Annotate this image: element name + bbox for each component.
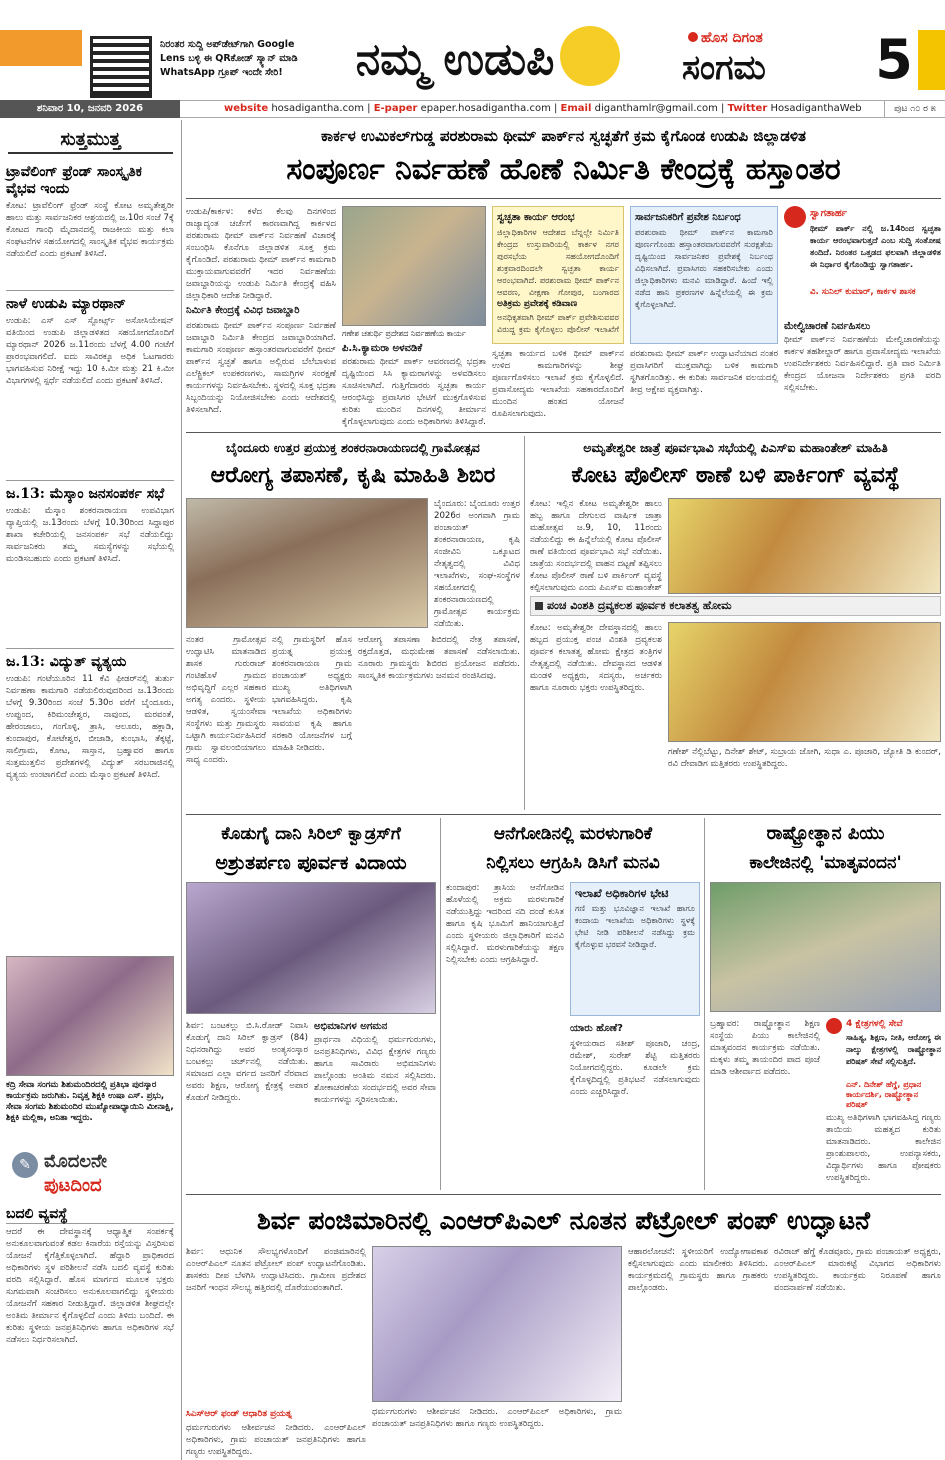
award-headline: 4 ಕ್ಷೇತ್ರಗಳಲ್ಲಿ ಸೇವೆ	[846, 1019, 903, 1029]
story-body: ಶಿರ್ವ: ಆಧುನಿಕ ಸೌಲಭ್ಯಗಳೊಂದಿಗೆ ಪಂಜಿಮಾರಿನಲ್ಲಿ ಎಂಆರ್‌ಪಿಎಲ್ ನೂತನ ಪೆಟ್ರೋಲ್ ಪಂಪ್ ಉದ್ಘಾಟನೆಗೊಂಡಿತು. ಶಾಸಕರು ದೀಪ ಬೆಳಗಿಸಿ ಉದ್ಘಾಟಿಸಿದರು. ಗ್ರಾಮೀಣ ಪ್ರದೇಶದ ಜನರಿಗೆ ಇಂಧನ ಸೌಲಭ್ಯ ಹತ್ತಿರದಲ್ಲಿ ದೊರೆಯುವಂತಾಗಿದೆ.	[186, 1247, 366, 1293]
epaper-link[interactable]: epaper.hosadigantha.com	[420, 103, 551, 114]
badge-top: ಮೊದಲನೇ	[44, 1151, 107, 1172]
divider	[6, 648, 174, 649]
story-body: ಪ್ರಾರ್ಥನಾ ವಿಧಿಯಲ್ಲಿ ಧರ್ಮಗುರುಗಳು, ಜನಪ್ರತಿನಿಧಿಗಳು, ವಿವಿಧ ಕ್ಷೇತ್ರಗಳ ಗಣ್ಯರು ಹಾಗೂ ಸಾವಿರಾರು ಅಭಿಮಾನಿಗಳು ಪಾಲ್ಗೊಂಡು ಅಂತಿಮ ನಮನ ಸಲ್ಲಿಸಿದರು. ಶೋಕಾಚರಣೆಯ ಸಂದರ್ಭದಲ್ಲಿ ಅವರ ಸೇವಾ ಕಾರ್ಯಗಳನ್ನು ಸ್ಮರಿಸಲಾಯಿತು.	[314, 1035, 436, 1105]
quote-body: ಥೀಮ್ ಪಾರ್ಕ್ ನಲ್ಲಿ ಜ.14ರಿಂದ ಸ್ವಚ್ಛತಾ ಕಾರ್ಯ ಆರಂಭವಾಗುತ್ತದೆ ಎಂಬ ಸುದ್ದಿ ಸಂತೋಷ ತಂದಿದೆ. ನಿರಂತರ ಒತ್ತಡದ ಫಲವಾಗಿ ಜಿಲ್ಲಾಡಳಿತ ಈ ನಿರ್ಧಾರ ಕೈಗೊಂಡಿದ್ದು ಸ್ವಾಗತಾರ್ಹ.	[810, 223, 941, 269]
award-box	[826, 1018, 941, 1108]
quote-label: ಸ್ವಾಗತಾರ್ಹ	[810, 208, 847, 219]
supplement-name: ಸಂಗಮ	[682, 48, 766, 88]
edition-title: ನಮ್ಮ ಉಡುಪಿ	[355, 34, 555, 85]
headline: ಕೋಟ ಪೊಲೀಸ್ ಠಾಣೆ ಬಳಿ ಪಾರ್ಕಿಂಗ್ ವ್ಯವಸ್ಥೆ	[571, 462, 900, 488]
story-body: ಶಿರ್ವ: ಬಂಟಕಲ್ಲು ಬಿ.ಸಿ.ರೋಡ್ ನಿವಾಸಿ ಕೊಡುಗೈ ದಾನಿ ಸಿರಿಲ್ ಕ್ವಾಡ್ರಸ್ (84) ನಿಧನರಾಗಿದ್ದು ಅವರ ಅಂತ್ಯಸಂಸ್ಕಾರ ಬಂಟಕಲ್ಲು ಚರ್ಚ್‌ನಲ್ಲಿ ನಡೆಯಿತು. ಸಮಾಜದ ಎಲ್ಲಾ ವರ್ಗದ ಜನರಿಗೆ ನೆರವಾದ ಅವರು ಶಿಕ್ಷಣ, ಆರೋಗ್ಯ ಕ್ಷೇತ್ರಕ್ಕೆ ಅಪಾರ ಕೊಡುಗೆ ನೀಡಿದ್ದರು.	[186, 1021, 308, 1103]
story-body: ಬ್ರಹ್ಮಾವರ: ರಾಷ್ಟ್ರೋತ್ಥಾನ ಶಿಕ್ಷಣ ಸಂಸ್ಥೆಯ ಪಿಯು ಕಾಲೇಜಿನಲ್ಲಿ ಮಾತೃವಂದನ ಕಾರ್ಯಕ್ರಮ ನಡೆಯಿತು. ಮಕ್ಕಳು ತಮ್ಮ ತಾಯಂದಿರ ಪಾದ ಪೂಜೆ ಮಾಡಿ ಆಶೀರ್ವಾದ ಪಡೆದರು.	[710, 1019, 820, 1077]
box-headline: ಸಾರ್ವಜನಿಕರಿಗೆ ಪ್ರವೇಶ ನಿರ್ಬಂಧ	[635, 212, 741, 223]
first-page-badge	[12, 1150, 172, 1202]
brief-body: ಕೋಟ: ಟ್ರಾವೆಲಿಂಗ್ ಫ್ರೆಂಡ್ ಸಂಸ್ಥೆ ಕೋಟ ಅಮೃತೇಶ್ವರೀ ಹಾಲು ಮತ್ತು ಸಾರ್ವಜನಿಕರ ಆಶ್ರಯದಲ್ಲಿ ಜ.10ರ ಸಂಜೆ 7ಕ್ಕೆ ಕೋಟದ ಗಾಂಧಿ ಮೈದಾನದಲ್ಲಿ ರಾಜಕೀಯ ಮತ್ತು ಕಲಾ ಸಂಘಟನೆಗಳ ಸಹಯೋಗದಲ್ಲಿ ಸಾಂಸ್ಕೃತಿಕ ವೈಭವ ಕಾರ್ಯಕ್ರಮ ನಡೆಯಲಿದೆ ಎಂದು ಪ್ರಕಟಣೆ ತಿಳಿಸಿದೆ.	[6, 201, 174, 259]
theme-park-photo	[342, 206, 486, 326]
brief-headline: ನಾಳೆ ಉಡುಪಿ ಮ್ಯಾರಥಾನ್	[6, 296, 126, 312]
box-body: ಜಿಲ್ಲಾಧಿಕಾರಿಗಳ ಆದೇಶದ ಬೆನ್ನಲ್ಲೇ ನಿರ್ಮಿತಿ ಕೇಂದ್ರದ ಉಸ್ತುವಾರಿಯಲ್ಲಿ ಕಾರ್ಕಳ ನಗರ ಪುರಸಭೆಯ ಸಹಯೋಗದೊಂದಿಗೆ ಶುಕ್ರವಾರದಿಂದಲೇ ಸ್ವಚ್ಛತಾ ಕಾರ್ಯ ಆರಂಭವಾಗಿದೆ. ಪರಶುರಾಮ ಥೀಮ್ ಪಾರ್ಕ್‌ನ ಆವರಣ, ವೀಕ್ಷಣಾ ಗೋಪುರ, ಬಂಗಾರದ	[497, 227, 619, 297]
story-body: ಸ್ವಚ್ಛತಾ ಕಾರ್ಯದ ಬಳಿಕ ಥೀಮ್ ಪಾರ್ಕ್‌ನ ಉಳಿದ ಕಾಮಗಾರಿಗಳನ್ನು ಶೀಘ್ರ ಪೂರ್ಣಗೊಳಿಸಲು ಇಲಾಖೆ ಕ್ರಮ ಕೈಗೊಳ್ಳಲಿದೆ. ಪ್ರವಾಸೋದ್ಯಮ ಇಲಾಖೆಯ ಸಹಕಾರದೊಂದಿಗೆ ಮುಂದಿನ ಹಂತದ ಯೋಜನೆ ರೂಪಿಸಲಾಗುವುದು.	[492, 349, 624, 419]
square-bullet-icon	[535, 602, 543, 610]
story-gramotsava	[186, 436, 520, 810]
twitter-label: Twitter	[727, 103, 768, 114]
story-body: ನಂತರ ಗ್ರಾಮೋತ್ಸವ ಉದ್ಘಾಟಿಸಿ ಮಾತನಾಡಿದ ಶಾಸಕ ಗುರುರಾಜ್ ಗಂಟಿಹೊಳೆ ಗ್ರಾಮದ ಅಭಿವೃದ್ಧಿಗೆ ಎಲ್ಲರ ಸಹಕಾರ ಅಗತ್ಯ ಎಂದರು. ಸ್ಥಳೀಯ ಆಡಳಿತ, ಸ್ವಯಂಸೇವಾ ಸಂಸ್ಥೆಗಳು ಮತ್ತು ಗ್ರಾಮಸ್ಥರು ಒಟ್ಟಾಗಿ ಕಾರ್ಯನಿರ್ವಹಿಸಿದರೆ ಗ್ರಾಮ ಸ್ವಾವಲಂಬಿಯಾಗಲು ಸಾಧ್ಯ ಎಂದರು.	[186, 635, 266, 765]
page-number: 5	[875, 28, 913, 91]
subhead: ನಿರ್ಮಿತಿ ಕೇಂದ್ರಕ್ಕೆ ವಿವಿಧ ಜವಾಬ್ದಾರಿ	[186, 305, 300, 316]
subhead: ಪಿ.ಸಿ.ಕ್ಯಾಮರಾ ಅಳವಡಿಕೆ	[342, 343, 423, 354]
award-icon	[826, 1018, 842, 1034]
story-kota-parking	[530, 436, 941, 810]
box-subhead: ಅತಿಕ್ರಮ ಪ್ರವೇಶಕ್ಕೆ ಕಡಿವಾಣ	[497, 299, 578, 309]
divider	[6, 290, 174, 291]
brief-headline: ಟ್ರಾವೆಲಿಂಗ್ ಫ್ರೆಂಡ್ ಸಾಂಸ್ಕೃತಿಕ ವೈಭವ ಇಂದು	[6, 164, 142, 197]
headline-line1: ಕೊಡುಗೈ ದಾನಿ ಸಿರಿಲ್ ಕ್ವಾಡ್ರಸ್‌ಗೆ	[221, 824, 401, 844]
qr-code[interactable]	[90, 36, 152, 98]
subhead: ಸಿಎಸ್‌ಆರ್ ಫಂಡ್ ಆಧಾರಿತ ಪ್ರಯತ್ನ	[186, 1409, 292, 1419]
brief-body: ಉಡುಪಿ: ಗಂಟೆಯೂರಿನ 11 ಕೆವಿ ಫೀಡರ್‌ನಲ್ಲಿ ತುರ್ತು ನಿರ್ವಹಣಾ ಕಾಮಗಾರಿ ನಡೆಯಲಿರುವುದರಿಂದ ಜ.13ರಂದು ಬೆಳಗ್ಗೆ 9.30ರಿಂದ ಸಂಜೆ 5.30ರ ವರೆಗೆ ಬೈಂದೂರು, ಉಪ್ಪುಂದ, ಕಿರಿಮಂಜೇಶ್ವರ, ನಾವುಂದ, ಮರವಂತೆ, ಹೇರಂಜಾಲು, ಗಂಗೊಳ್ಳಿ, ತ್ರಾಸಿ, ಆಲೂರು, ಹಕ್ಲಾಡಿ, ಕುಂದಾಪುರ, ಕೋಟೇಶ್ವರ, ಬೀಜಾಡಿ, ಕುಂಭಾಸಿ, ತೆಕ್ಕಟ್ಟೆ, ಸಾಲಿಗ್ರಾಮ, ಕೋಟ, ಸಾಸ್ತಾನ, ಬ್ರಹ್ಮಾವರ ಹಾಗೂ ಸುತ್ತಮುತ್ತಲಿನ ಪ್ರದೇಶಗಳಲ್ಲಿ ವಿದ್ಯುತ್ ಸರಬರಾಜಿನಲ್ಲಿ ವ್ಯತ್ಯಯ ಉಂಟಾಗಲಿದೆ ಎಂದು ಮೆಸ್ಕಾಂ ಪ್ರಕಟಣೆ ತಿಳಿಸಿದೆ.	[6, 674, 174, 780]
cleanup-box	[492, 206, 624, 344]
page-number-accent	[918, 30, 945, 90]
brief-4	[6, 654, 174, 949]
continued-body: ಆದರೆ ಈ ದೇವಸ್ಥಾನಕ್ಕೆ ಆಧ್ಯಾತ್ಮಿಕ ಸಂಪರ್ಕಕ್ಕೆ ಅನುಕೂಲವಾಗುವಂತೆ ಕಡಲ ಕಿನಾರೆಯ ರಸ್ತೆಯನ್ನು ವಿಸ್ತರಿಸುವ ಯೋಜನೆ ಕೈಗೆತ್ತಿಕೊಳ್ಳಲಾಗಿದೆ. ಹೆದ್ದಾರಿ ಪ್ರಾಧಿಕಾರದ ಅಧಿಕಾರಿಗಳು ಸ್ಥಳ ಪರಿಶೀಲನೆ ನಡೆಸಿ ಬದಲಿ ವ್ಯವಸ್ಥೆ ಕುರಿತು ವರದಿ ಸಲ್ಲಿಸಿದ್ದಾರೆ. ಹೊಸ ಮಾರ್ಗದ ಮೂಲಕ ಭಕ್ತರು ಸುಗಮವಾಗಿ ಸಂಚರಿಸಲು ಅನುಕೂಲವಾಗಲಿದ್ದು ಸ್ಥಳೀಯರು ಯೋಜನೆಗೆ ಸಹಕಾರ ನೀಡುತ್ತಿದ್ದಾರೆ. ಜಿಲ್ಲಾಡಳಿತ ಶೀಘ್ರದಲ್ಲೇ ಅಂತಿಮ ತೀರ್ಮಾನ ಕೈಗೊಳ್ಳಲಿದೆ ಎಂದು ತಿಳಿದು ಬಂದಿದೆ. ಈ ಕುರಿತು ಸ್ಥಳೀಯ ಜನಪ್ರತಿನಿಧಿಗಳು ಹಾಗೂ ಅಧಿಕಾರಿಗಳ ಸಭೆ ನಡೆಸಲು ನಿರ್ಧರಿಸಲಾಗಿದೆ.	[6, 1227, 174, 1345]
column-rule	[181, 120, 182, 1460]
story-body: ರವಿರಾಜ್ ಹೆಗ್ಡೆ ಕೊಡವೂರು, ಗ್ರಾಮ ಪಂಚಾಯತ್ ಅಧ್ಯಕ್ಷರು, ಎಂಆರ್‌ಪಿಎಲ್ ಮಾರುಕಟ್ಟೆ ವಿಭಾಗದ ಅಧಿಕಾರಿಗಳು ಉಪಸ್ಥಿತರಿದ್ದರು. ಕಾರ್ಯಕ್ರಮ ನಿರೂಪಣೆ ಹಾಗೂ ವಂದನಾರ್ಪಣೆ ನಡೆಯಿತು.	[774, 1247, 941, 1293]
column-rule	[704, 818, 705, 1190]
column-rule	[524, 436, 525, 810]
badge-bottom: ಪುಟದಿಂದ	[44, 1175, 102, 1196]
homa-subhead-box	[530, 596, 941, 616]
story-body: ಧರ್ಮಗುರುಗಳು ಆಶೀರ್ವಚನ ನೀಡಿದರು. ಎಂಆರ್‌ಪಿಎಲ್ ಅಧಿಕಾರಿಗಳು, ಗ್ರಾಮ ಪಂಚಾಯತ್ ಜನಪ್ರತಿನಿಧಿಗಳು ಹಾಗೂ ಗಣ್ಯರು ಉಪಸ್ಥಿತರಿದ್ದರು.	[372, 1407, 622, 1429]
story-body: ಕುಂದಾಪುರ: ತ್ರಾಸಿಯ ಆನೆಗೋಡಿನ ಹೊಳೆಯಲ್ಲಿ ಅಕ್ರಮ ಮರಳುಗಾರಿಕೆ ನಡೆಯುತ್ತಿದ್ದು ಇದರಿಂದ ನದಿ ದಂಡೆ ಕುಸಿತ ಹಾಗೂ ಕೃಷಿ ಭೂಮಿಗೆ ಹಾನಿಯಾಗುತ್ತಿದೆ ಎಂದು ಸ್ಥಳೀಯರು ಜಿಲ್ಲಾಧಿಕಾರಿಗೆ ಮನವಿ ಸಲ್ಲಿಸಿದ್ದಾರೆ. ಮರಳುಗಾರಿಕೆಯನ್ನು ತಕ್ಷಣ ನಿಲ್ಲಿಸಬೇಕು ಎಂದು ಆಗ್ರಹಿಸಿದ್ದಾರೆ.	[446, 883, 564, 965]
homa-photo	[668, 622, 941, 742]
section-rule	[186, 814, 941, 815]
left-accent-strip	[0, 30, 82, 66]
story-body: ಕೋಟ: ಇಲ್ಲಿನ ಕೋಟ ಅಮೃತೇಶ್ವರೀ ಹಾಲು ಹಬ್ಬ ಹಾಗೂ ದೇಗುಲದ ವಾರ್ಷಿಕ ಜಾತ್ರಾ ಮಹೋತ್ಸವ ಜ.9, 10, 11ರಂದು ನಡೆಯಲಿದ್ದು ಈ ಹಿನ್ನೆಲೆಯಲ್ಲಿ ಕೋಟ ಪೊಲೀಸ್ ಠಾಣೆ ವತಿಯಿಂದ ಪೂರ್ವಭಾವಿ ಸಭೆ ನಡೆಯಿತು. ಜಾತ್ರೆಯ ಸಂದರ್ಭದಲ್ಲಿ ವಾಹನ ದಟ್ಟಣೆ ತಪ್ಪಿಸಲು ಕೋಟ ಪೊಲೀಸ್ ಠಾಣೆ ಬಳಿ ಪಾರ್ಕಿಂಗ್ ವ್ಯವಸ್ಥೆ ಕಲ್ಪಿಸಲಾಗುವುದು ಎಂದು ಪಿಎಸ್‌ಐ ಮಹಾಂತೇಶ್	[530, 499, 662, 593]
award-author: ಎನ್. ದಿನೇಶ್ ಹೆಗ್ಡೆ, ಪ್ರಧಾನ ಕಾರ್ಯದರ್ಶಿ, ರಾಷ್ಟ್ರೋತ್ಥಾನ ಪರಿಷತ್	[846, 1080, 922, 1108]
section-rule	[186, 432, 941, 433]
story-body: ಮುಖ್ಯ ಅತಿಥಿಗಳಾಗಿ ಭಾಗವಹಿಸಿದ್ದ ಗಣ್ಯರು ತಾಯಿಯ ಮಹತ್ವದ ಕುರಿತು ಮಾತನಾಡಿದರು. ಕಾಲೇಜಿನ ಪ್ರಾಂಶುಪಾಲರು, ಉಪನ್ಯಾಸಕರು, ವಿದ್ಯಾರ್ಥಿಗಳು ಹಾಗೂ ಪೋಷಕರು ಉಪಸ್ಥಿತರಿದ್ದರು.	[826, 1113, 941, 1183]
story-petrol-pump	[186, 1198, 941, 1460]
section-rule	[186, 1194, 941, 1195]
email-label: Email	[560, 103, 592, 114]
twitter-link[interactable]: HosadiganthaWeb	[770, 103, 862, 114]
college-event-photo	[710, 882, 941, 1012]
award-body: ಸಾಹಿತ್ಯ, ಶಿಕ್ಷಣ, ನೀತಿ, ಆರೋಗ್ಯ ಈ ನಾಲ್ಕು ಕ್ಷೇತ್ರಗಳಲ್ಲಿ ರಾಷ್ಟ್ರೋತ್ಥಾನ ಪರಿಷತ್ ಸೇವೆ ಸಲ್ಲಿಸುತ್ತಿದೆ.	[846, 1033, 941, 1066]
headline-line2: ನಿಲ್ಲಿಸಲು ಆಗ್ರಹಿಸಿ ಡಿಸಿಗೆ ಮನವಿ	[486, 853, 660, 873]
kicker: ಅಮೃತೇಶ್ವರೀ ಜಾತ್ರೆ ಪೂರ್ವಭಾವಿ ಸಭೆಯಲ್ಲಿ ಪಿಎಸ್‌ಐ ಮಹಾಂತೇಶ್ ಮಾಹಿತಿ	[583, 440, 888, 455]
subhead: ಅಭಿಮಾನಿಗಳ ಅಗಮನ	[314, 1021, 388, 1032]
brief-body: ಉಡುಪಿ: ಎಸ್ ಎಸ್ ಸ್ಪೋರ್ಟ್ಸ್ ಅಸೋಸಿಯೇಷನ್ ವತಿಯಿಂದ ಉಡುಪಿ ಜಿಲ್ಲಾಡಳಿತದ ಸಹಯೋಗದೊಂದಿಗೆ ಮ್ಯಾರಥಾನ್ 2026 ಜ.11ರಂದು ಬೆಳಗ್ಗೆ 4.00 ಗಂಟೆಗೆ ಪ್ರಾರಂಭವಾಗಲಿದೆ. ಐದು ಸಾವಿರಕ್ಕೂ ಅಧಿಕ ಓಟಗಾರರು ಭಾಗವಹಿಸುವ ನಿರೀಕ್ಷೆ ಇದ್ದು 10 ಕಿ.ಮೀ ಮತ್ತು 21 ಕಿ.ಮೀ ವಿಭಾಗಗಳಲ್ಲಿ ಸ್ಪರ್ಧೆ ನಡೆಯಲಿದೆ ಎಂದು ಪ್ರಕಟಣೆ ತಿಳಿಸಿದೆ.	[6, 316, 174, 386]
quote-icon	[784, 206, 806, 228]
headline-line1: ಆನೆಗೋಡಿನಲ್ಲಿ ಮರಳುಗಾರಿಕೆ	[493, 824, 653, 844]
brief-3	[6, 486, 174, 613]
school-event-photo	[6, 956, 174, 1076]
story-cyril-quadros	[186, 818, 436, 1190]
pages-box: ಪುಟ ೧೦ ರ ೫	[884, 100, 945, 118]
gramotsava-photo	[186, 498, 428, 628]
headline: ಆರೋಗ್ಯ ತಪಾಸಣೆ, ಕೃಷಿ ಮಾಹಿತಿ ಶಿಬಿರ	[210, 462, 496, 488]
story-body: ನಲ್ಲಿ ಗ್ರಾಮಸ್ಥರಿಗೆ ಹೊಸ ಪ್ರಯತ್ನ ಪ್ರಯುಕ್ತ ಶಂಕರನಾರಾಯಣ ಗ್ರಾಮ ಪಂಚಾಯತ್ ಅಧ್ಯಕ್ಷರು ಮುಖ್ಯ ಅತಿಥಿಗಳಾಗಿ ಭಾಗವಹಿಸಿದ್ದರು. ಕೃಷಿ ಇಲಾಖೆಯ ಅಧಿಕಾರಿಗಳು ಸಾವಯವ ಕೃಷಿ ಹಾಗೂ ಸರಕಾರಿ ಯೋಜನೆಗಳ ಬಗ್ಗೆ ಮಾಹಿತಿ ನೀಡಿದರು.	[272, 635, 352, 753]
story-body: ಆಹಾರಲೋಚನೆ: ಸ್ಥಳೀಯರಿಗೆ ಉದ್ಯೋಗಾವಕಾಶ ಕಲ್ಪಿಸಲಾಗುವುದು ಎಂದು ಮಾಲೀಕರು ತಿಳಿಸಿದರು. ಕಾರ್ಯಕ್ರಮದಲ್ಲಿ ಗ್ರಾಮಸ್ಥರು ಹಾಗೂ ಗ್ರಾಹಕರು ಪಾಲ್ಗೊಂಡರು.	[628, 1247, 768, 1293]
subhead: ಪಂಚ ವಿಂಶತಿ ದ್ರವ್ಯಕಲಶ ಪೂರ್ವಕ ಕಲಾತತ್ವ ಹೋಮ	[547, 599, 732, 612]
masthead	[0, 0, 945, 100]
photo-caption: ಗಣೇಶ್ ನೆಲ್ಲಿಬೆಟ್ಟು, ದಿನೇಶ್ ಶೇಟ್, ಸುಬ್ರಾಯ ಜೋಗಿ, ಸುಧಾ ಎ. ಪೂಜಾರಿ, ಜ್ಯೋತಿ ಡಿ ಕುಂದರ್, ರವಿ ದೇವಾಡಿಗ ಮತ್ತಿತರರು ಉಪಸ್ಥಿತರಿದ್ದರು.	[668, 747, 941, 769]
inauguration-photo	[372, 1246, 622, 1402]
quote-author: ವಿ. ಸುನಿಲ್ ಕುಮಾರ್, ಕಾರ್ಕಳ ಶಾಸಕ	[810, 287, 916, 297]
brief-body: ಉಡುಪಿ: ಮೆಸ್ಕಾಂ ಶಂಕರನಾರಾಯಣ ಉಪವಿಭಾಗ ವ್ಯಾಪ್ತಿಯಲ್ಲಿ ಜ.13ರಂದು ಬೆಳಗ್ಗೆ 10.30ರಿಂದ ಸಿದ್ದಾಪುರ ಶಾಖಾ ಕಚೇರಿಯಲ್ಲಿ ಜನಸಂಪರ್ಕ ಸಭೆ ನಡೆಯಲಿದ್ದು ಸಾರ್ವಜನಿಕರು ತಮ್ಮ ಸಮಸ್ಯೆಗಳನ್ನು ಸಭೆಯಲ್ಲಿ ಮಂಡಿಸಬಹುದು ಎಂದು ಪ್ರಕಟಣೆ ತಿಳಿಸಿದೆ.	[6, 506, 174, 564]
pencil-icon: ✎	[12, 1152, 38, 1178]
epaper-label: E-paper	[373, 103, 418, 114]
box-body: ಪರಶುರಾಮ ಥೀಮ್ ಪಾರ್ಕ್‌ನ ಕಾಮಗಾರಿ ಪೂರ್ಣಗೊಂಡು ಹಸ್ತಾಂತರವಾಗುವವರೆಗೆ ಸುರಕ್ಷತೆಯ ದೃಷ್ಟಿಯಿಂದ ಸಾರ್ವಜನಿಕರ ಪ್ರವೇಶಕ್ಕೆ ನಿರ್ಬಂಧ ವಿಧಿಸಲಾಗಿದೆ. ಪ್ರವಾಸಿಗರು ಸಹಕರಿಸಬೇಕು ಎಂದು ಜಿಲ್ಲಾಧಿಕಾರಿಗಳು ಮನವಿ ಮಾಡಿದ್ದಾರೆ. ಹಿಂದೆ ಇಲ್ಲಿ ನಡೆದ ಹಾನಿ ಪ್ರಕರಣಗಳ ಹಿನ್ನೆಲೆಯಲ್ಲಿ ಈ ಕ್ರಮ ಕೈಗೊಳ್ಳಲಾಗಿದೆ.	[635, 227, 773, 309]
email-link[interactable]: diganthamlr@gmail.com	[594, 103, 718, 114]
newspaper-logo-icon	[688, 32, 698, 42]
photo-caption: ಗಣೇಶ ಚತುರ್ಥಿ ಪ್ರದೇಶದ ನಿರ್ವಹಣೆಯ ಕಾರ್ಯ	[342, 329, 466, 338]
website-label: website	[224, 103, 269, 114]
story-matruvandana	[710, 818, 941, 1190]
box-headline: ಸ್ವಚ್ಛತಾ ಕಾರ್ಯ ಆರಂಭ	[497, 212, 575, 223]
subhead: ಯಾರು ಹೊಣೆ?	[570, 1023, 623, 1034]
brief-headline: ಜ.13: ಮೆಸ್ಕಾಂ ಜನಸಂಪರ್ಕ ಸಭೆ	[6, 486, 165, 502]
contact-bar: website hosadigantha.com | E-paper epaper.hosadigantha.com | Email diganthamlr@gmail.com | Twitter HosadiganthaWeb	[224, 103, 862, 114]
story-body: ಧರ್ಮಗುರುಗಳು ಆಶೀರ್ವಚನ ನೀಡಿದರು. ಎಂಆರ್‌ಪಿಎಲ್ ಅಧಿಕಾರಿಗಳು, ಗ್ರಾಮ ಪಂಚಾಯತ್ ಜನಪ್ರತಿನಿಧಿಗಳು ಹಾಗೂ ಗಣ್ಯರು ಉಪಸ್ಥಿತರಿದ್ದರು.	[186, 1423, 366, 1457]
story-body: ಕೋಟ: ಅಮೃತೇಶ್ವರೀ ದೇವಸ್ಥಾನದಲ್ಲಿ ಹಾಲು ಹಬ್ಬದ ಪ್ರಯುಕ್ತ ಪಂಚ ವಿಂಶತಿ ದ್ರವ್ಯಕಲಶ ಪೂರ್ವಕ ಕಲಾತತ್ವ ಹೋಮ ಕ್ಷೇತ್ರದ ತಂತ್ರಿಗಳ ನೇತೃತ್ವದಲ್ಲಿ ನಡೆಯಿತು. ದೇವಸ್ಥಾನದ ಆಡಳಿತ ಮಂಡಳಿ ಅಧ್ಯಕ್ಷರು, ಸದಸ್ಯರು, ಅರ್ಚಕರು ಹಾಗೂ ನೂರಾರು ಭಕ್ತರು ಉಪಸ್ಥಿತರಿದ್ದರು.	[530, 623, 662, 693]
divider	[6, 480, 174, 481]
box-headline: ಇಲಾಖೆ ಅಧಿಕಾರಿಗಳ ಭೇಟಿ	[575, 887, 669, 900]
section-title: ಸುತ್ತಮುತ್ತ	[8, 128, 173, 154]
accent-circle	[560, 26, 620, 86]
story-body: ಆರೋಗ್ಯ ತಪಾಸಣಾ ಶಿಬಿರದಲ್ಲಿ ನೇತ್ರ ತಪಾಸಣೆ, ರಕ್ತದೊತ್ತಡ, ಮಧುಮೇಹ ತಪಾಸಣೆ ನಡೆಸಲಾಯಿತು. ನೂರಾರು ಗ್ರಾಮಸ್ಥರು ಶಿಬಿರದ ಪ್ರಯೋಜನ ಪಡೆದರು. ಸಾಂಸ್ಕೃತಿಕ ಕಾರ್ಯಕ್ರಮಗಳು ಜನಮನ ರಂಜಿಸಿದವು.	[358, 635, 520, 681]
continued-story	[6, 1206, 174, 1454]
headline-line1: ರಾಷ್ಟ್ರೋತ್ಥಾನ ಪಿಯು	[766, 823, 885, 844]
story-body: ಪರಶುರಾಮ ಥೀಮ್ ಪಾರ್ಕ್ ಆವರಣದಲ್ಲಿ ಭದ್ರತಾ ದೃಷ್ಟಿಯಿಂದ ಸಿಸಿ ಕ್ಯಾಮರಾಗಳನ್ನು ಅಳವಡಿಸಲು ಸೂಚಿಸಲಾಗಿದೆ. ಗುತ್ತಿಗೆದಾರರು ಸ್ವಚ್ಛತಾ ಕಾರ್ಯ ಆರಂಭಿಸಿದ್ದು ಪ್ರವಾಸಿಗರ ಭೇಟಿಗೆ ಮುಕ್ತಗೊಳಿಸುವ ಕುರಿತು ಮುಂದಿನ ದಿನಗಳಲ್ಲಿ ತೀರ್ಮಾನ ಕೈಗೊಳ್ಳಲಾಗುವುದು ಎಂದು ಅಧಿಕಾರಿಗಳು ತಿಳಿಸಿದ್ದಾರೆ.	[342, 357, 486, 427]
kicker: ಬೈಂದೂರು ಉತ್ತರ ಪ್ರಯುಕ್ತ ಶಂಕರನಾರಾಯಣದಲ್ಲಿ ಗ್ರಾಮೋತ್ಸವ	[226, 440, 480, 455]
story-body: ಪರಶುರಾಮ ಥೀಮ್ ಪಾರ್ಕ್‌ನ ಸಂಪೂರ್ಣ ನಿರ್ವಹಣೆ ಜವಾಬ್ದಾರಿ ನಿರ್ಮಿತಿ ಕೇಂದ್ರದ ಜವಾಬ್ದಾರಿಯಾಗಿದೆ. ಕಾಮಗಾರಿ ಸಂಪೂರ್ಣ ಹಸ್ತಾಂತರವಾಗುವವರೆಗೆ ಥೀಮ್ ಪಾರ್ಕ್‌ನ ಸ್ವಚ್ಛತೆ ಹಾಗೂ ಅಲ್ಲಿರುವ ಬೆಲೆಬಾಳುವ ಎಲೆಕ್ಟ್ರಿಕಲ್ ಉಪಕರಣಗಳು, ಸಾಮಗ್ರಿಗಳ ಸಂರಕ್ಷಣೆ ಕಾರ್ಯಗಳನ್ನು ನಿರ್ವಹಿಸಬೇಕು. ಸ್ಥಳದಲ್ಲಿ ಸೂಕ್ತ ಭದ್ರತಾ ಸಿಬ್ಬಂದಿಯನ್ನು ನಿಯೋಜಿಸಬೇಕು ಎಂದು ಆದೇಶದಲ್ಲಿ ತಿಳಿಸಲಾಗಿದೆ.	[186, 321, 336, 415]
subhead: ಮೇಲ್ವಿಚಾರಣೆ ನಿರ್ವಹಿಸಲು	[784, 321, 871, 332]
headline-line2: ಅಶ್ರುತರ್ಪಣ ಪೂರ್ವಕ ವಿದಾಯ	[215, 852, 407, 874]
story-body: ಪರಶುರಾಮ ಥೀಮ್ ಪಾರ್ಕ್ ಉದ್ಘಾಟನೆಯಾದ ನಂತರ ಪ್ರವಾಸಿಗರಿಗೆ ಮುಕ್ತವಾಗಿದ್ದು ಬಳಿಕ ಕಾಮಗಾರಿ ಸ್ಥಗಿತಗೊಂಡಿತ್ತು. ಈ ಕುರಿತು ಸಾರ್ವಜನಿಕ ವಲಯದಲ್ಲಿ ತೀವ್ರ ಆಕ್ಷೇಪ ವ್ಯಕ್ತವಾಗಿತ್ತು.	[630, 349, 778, 395]
box-body: ಅನಧಿಕೃತವಾಗಿ ಥೀಮ್ ಪಾರ್ಕ್ ಪ್ರವೇಶಿಸುವವರ ವಿರುದ್ಧ ಕ್ರಮ ಕೈಗೊಳ್ಳಲು ಪೊಲೀಸ್ ಇಲಾಖೆಗೆ	[497, 312, 619, 334]
brief-headline: ಜ.13: ವಿದ್ಯುತ್ ವ್ಯತ್ಯಯ	[6, 654, 127, 670]
story-body: ಸ್ಥಳೀಯರಾದ ಸತೀಶ್ ಪೂಜಾರಿ, ಚಂದ್ರ, ರಮೇಶ್, ಸುರೇಶ್ ಶೆಟ್ಟಿ ಮತ್ತಿತರರು ನಿಯೋಗದಲ್ಲಿದ್ದರು. ಕೂಡಲೇ ಕ್ರಮ ಕೈಗೊಳ್ಳದಿದ್ದಲ್ಲಿ ಪ್ರತಿಭಟನೆ ನಡೆಸಲಾಗುವುದು ಎಂದು ಎಚ್ಚರಿಸಿದ್ದಾರೆ.	[570, 1039, 700, 1097]
officials-visit-box	[570, 882, 700, 1016]
website-link[interactable]: hosadigantha.com	[271, 103, 364, 114]
qr-caption: ನಿರಂತರ ಸುದ್ದಿ ಅಪ್‌ಡೇಟ್‌ಗಾಗಿ Google Lens ಬಳ್ಳಿ ಈ QRಕೋಡ್ ಸ್ಕ್ಯಾನ್ ಮಾಡಿ WhatsApp ಗ್ರೂಪ್ ಇಂದೇ ಸೇರಿ!	[160, 39, 298, 78]
brief-2	[6, 296, 174, 459]
kicker: ಕಾರ್ಕಳ ಉಮಿಕಲ್‌ಗುಡ್ಡ ಪರಶುರಾಮ ಥೀಮ್ ಪಾರ್ಕ್‌ನ ಸ್ವಚ್ಛತೆಗೆ ಕ್ರಮ ಕೈಗೊಂಡ ಉಡುಪಿ ಜಿಲ್ಲಾಡಳಿತ	[321, 127, 806, 145]
story-theme-park	[186, 120, 941, 430]
date-box: ಶನಿವಾರ 10, ಜನವರಿ 2026	[0, 100, 180, 118]
story-body: ಥೀಮ್ ಪಾರ್ಕ್‌ನ ನಿರ್ವಹಣೆಯ ಮೇಲ್ವಿಚಾರಣೆಯನ್ನು ಕಾರ್ಕಳ ತಹಶೀಲ್ದಾರ್ ಹಾಗೂ ಪ್ರವಾಸೋದ್ಯಮ ಇಲಾಖೆಯ ಉಪನಿರ್ದೇಶಕರು ನಿರ್ವಹಿಸಲಿದ್ದಾರೆ. ಪ್ರತಿ ವಾರ ನಿರ್ಮಿತಿ ಕೇಂದ್ರದ ಯೋಜನಾ ನಿರ್ದೇಶಕರು ಪ್ರಗತಿ ವರದಿ ಸಲ್ಲಿಸಬೇಕು.	[784, 335, 941, 393]
photo-caption: ಕದ್ರಿ ಸೇವಾ ಸಂಗಮ ಶಿಶುಮಂದಿರದಲ್ಲಿ ಪ್ರತಿಭಾ ಪುರಸ್ಕಾರ ಕಾರ್ಯಕ್ರಮ ಜರುಗಿತು. ನಿವೃತ್ತ ಶಿಕ್ಷಕಿ ಉಷಾ ಎಸ್. ಪ್ರಭು, ಸೇವಾ ಸಂಗಮ ಶಿಶುಮಂದಿರ ಮುಖ್ಯೋಪಾಧ್ಯಾಯಿನಿ ಮೀನಾಕ್ಷಿ, ಶಿಕ್ಷಕಿ ಮಲ್ಲಿಕಾ, ಅನಿತಾ ಇದ್ದರು.	[6, 1080, 174, 1123]
brief-1	[6, 164, 174, 284]
column-rule	[440, 818, 441, 1190]
meeting-photo	[668, 498, 941, 594]
entry-ban-box	[630, 206, 778, 344]
paper-name: ಹೊಸ ದಿಗಂತ	[688, 30, 763, 46]
headline-line2: ಕಾಲೇಜಿನಲ್ಲಿ 'ಮಾತೃವಂದನ'	[749, 853, 902, 873]
continued-headline: ಬದಲಿ ವ್ಯವಸ್ಥೆ	[6, 1206, 174, 1224]
headline: ಸಂಪೂರ್ಣ ನಿರ್ವಹಣೆ ಹೊಣೆ ನಿರ್ಮಿತಿ ಕೇಂದ್ರಕ್ಕೆ ಹಸ್ತಾಂತರ	[286, 152, 841, 187]
funeral-photo	[186, 882, 436, 1014]
headline: ಶಿರ್ವ ಪಂಜಿಮಾರಿನಲ್ಲಿ ಎಂಆರ್‌ಪಿಎಲ್ ನೂತನ ಪೆಟ್ರೋಲ್ ಪಂಪ್ ಉದ್ಘಾಟನೆ	[257, 1206, 870, 1235]
story-body: ಉಡುಪಿ/ಕಾರ್ಕಳ: ಕಳೆದ ಕೆಲವು ದಿನಗಳಿಂದ ರಾಜ್ಯಾದ್ಯಂತ ಚರ್ಚೆಗೆ ಕಾರಣವಾಗಿದ್ದ ಕಾರ್ಕಳದ ಪರಶುರಾಮ ಥೀಮ್ ಪಾರ್ಕ್‌ನ ನಿರ್ವಹಣೆ ವಿಚಾರಕ್ಕೆ ಸಂಬಂಧಿಸಿ ಕೊನೆಗೂ ಜಿಲ್ಲಾಡಳಿತ ಸೂಕ್ತ ಕ್ರಮ ಕೈಗೊಂಡಿದೆ. ಪರಶುರಾಮ ಥೀಮ್ ಪಾರ್ಕ್‌ನ ಕಾಮಗಾರಿ ಮುಕ್ತಾಯವಾಗುವವರೆಗೆ ಇದರ ನಿರ್ವಹಣೆಯ ಜವಾಬ್ದಾರಿಯನ್ನು ಉಡುಪಿ ನಿರ್ಮಿತಿ ಕೇಂದ್ರಕ್ಕೆ ವಹಿಸಿ ಜಿಲ್ಲಾಧಿಕಾರಿ ಆದೇಶ ನೀಡಿದ್ದಾರೆ.	[186, 207, 336, 301]
divider	[186, 198, 941, 199]
box-body: ಗಣಿ ಮತ್ತು ಭೂವಿಜ್ಞಾನ ಇಲಾಖೆ ಹಾಗೂ ಕಂದಾಯ ಇಲಾಖೆಯ ಅಧಿಕಾರಿಗಳು ಸ್ಥಳಕ್ಕೆ ಭೇಟಿ ನೀಡಿ ಪರಿಶೀಲನೆ ನಡೆಸಿದ್ದು ಕ್ರಮ ಕೈಗೊಳ್ಳುವ ಭರವಸೆ ನೀಡಿದ್ದಾರೆ.	[575, 903, 695, 949]
quote-box	[784, 206, 941, 314]
story-body: ಬೈಂದೂರು: ಬೈಂದೂರು ಉತ್ತರ 2026ರ ಅಂಗವಾಗಿ ಗ್ರಾಮ ಪಂಚಾಯತ್ ಶಂಕರನಾರಾಯಣ, ಕೃಷಿ ಸಂಜೀವಿನಿ ಒಕ್ಕೂಟದ ನೇತೃತ್ವದಲ್ಲಿ ವಿವಿಧ ಇಲಾಖೆಗಳು, ಸಂಘ-ಸಂಸ್ಥೆಗಳ ಸಹಯೋಗದಲ್ಲಿ ಶಂಕರನಾರಾಯಣದಲ್ಲಿ ಗ್ರಾಮೋತ್ಸವ ಕಾರ್ಯಕ್ರಮ ನಡೆಯಿತು.	[434, 499, 520, 628]
story-sand-mining	[446, 818, 700, 1190]
left-column	[0, 120, 180, 1460]
